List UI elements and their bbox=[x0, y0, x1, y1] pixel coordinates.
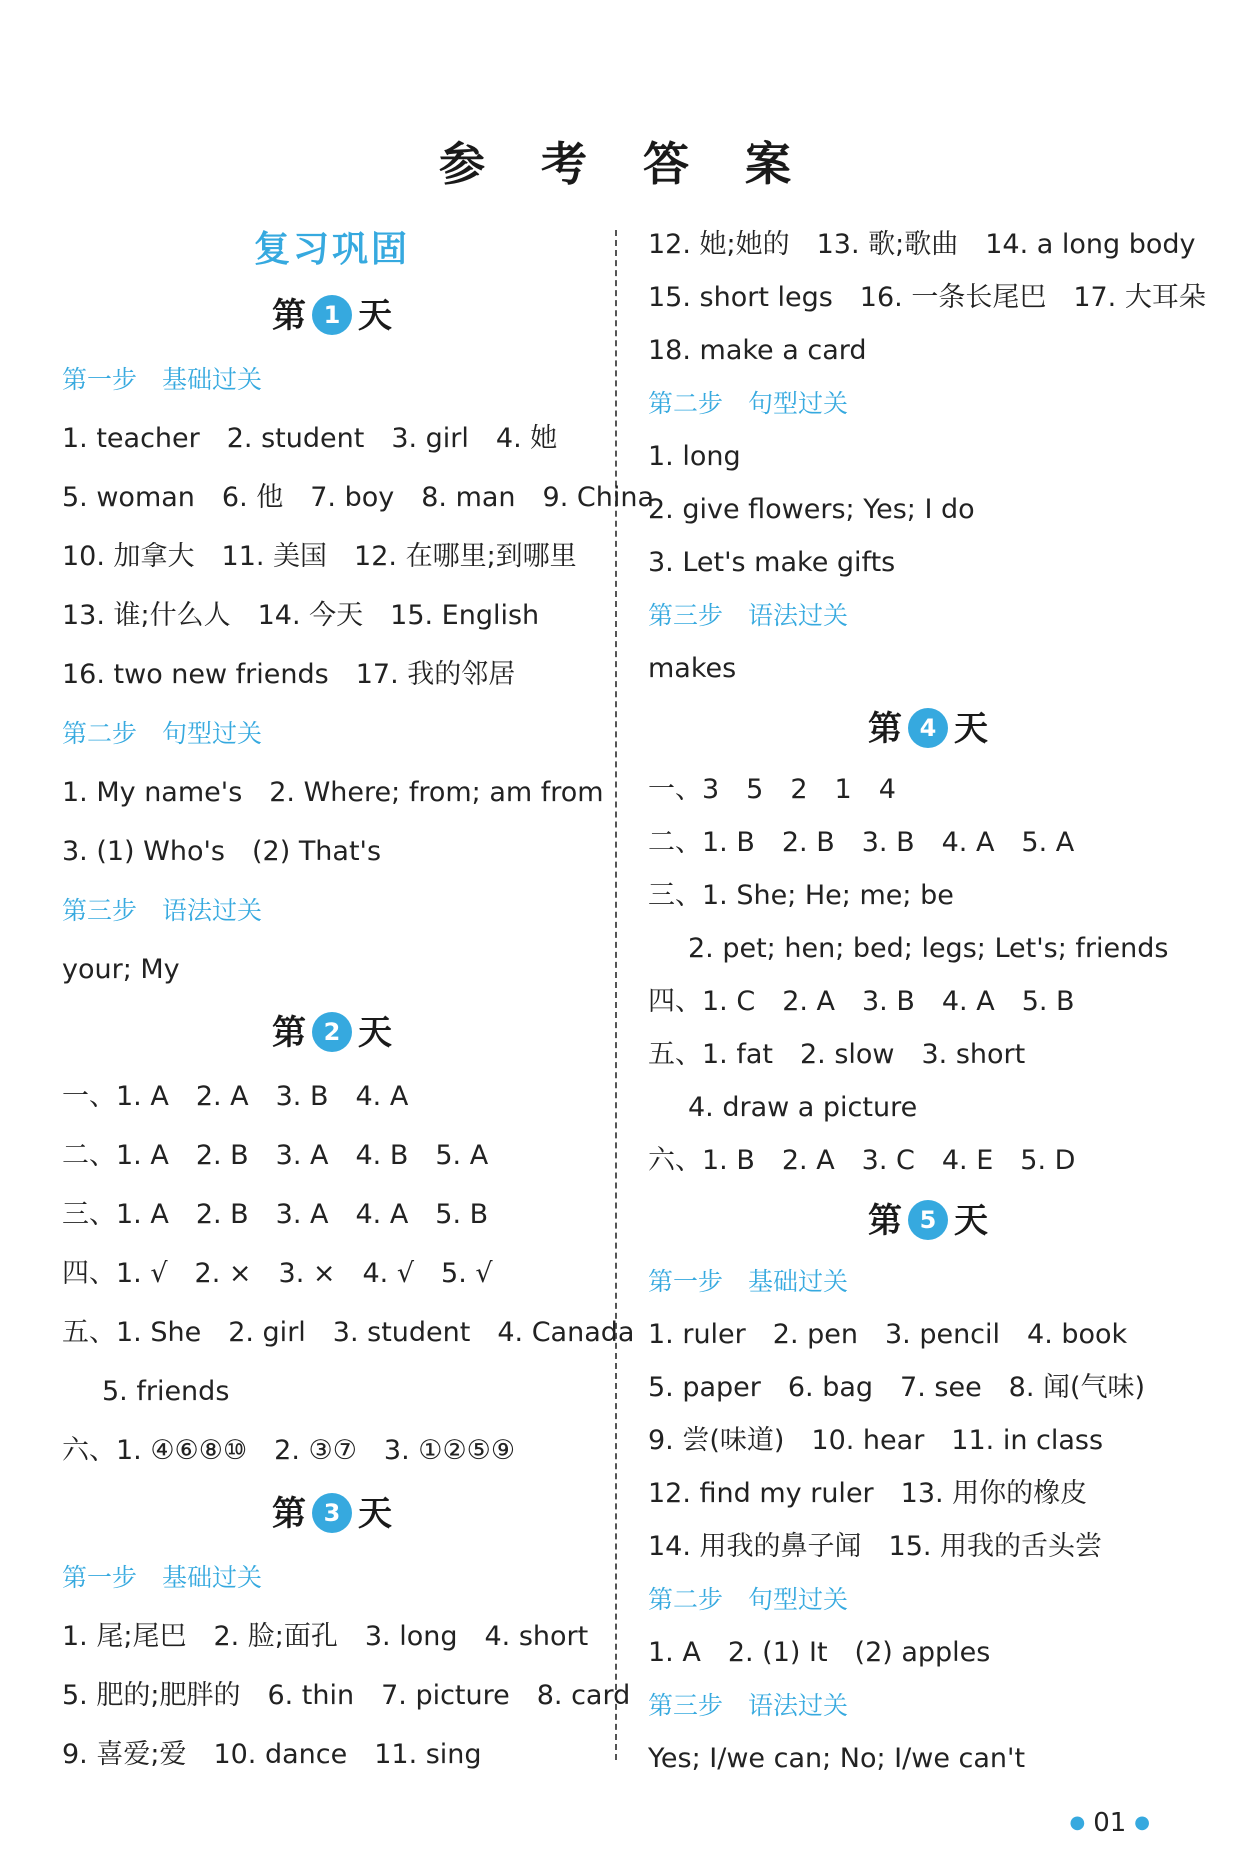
step-heading: 第二步 句型过关 bbox=[62, 719, 263, 748]
step-heading: 第二步 句型过关 bbox=[648, 389, 849, 418]
dot-icon: ● bbox=[1134, 1812, 1150, 1833]
step-heading: 第三步 语法过关 bbox=[648, 1691, 849, 1720]
day-prefix: 第 bbox=[272, 1013, 306, 1053]
step-heading: 第三步 语法过关 bbox=[62, 896, 263, 925]
answer-line: 1. A 2. (1) It (2) apples bbox=[648, 1637, 991, 1668]
answer-line: 12. find my ruler 13. 用你的橡皮 bbox=[648, 1478, 1088, 1509]
answer-line: 1. teacher 2. student 3. girl 4. 她 bbox=[62, 423, 558, 454]
page-number bbox=[1061, 1808, 1158, 1838]
answer-line: 5. 肥的;肥胖的 6. thin 7. picture 8. card bbox=[62, 1680, 631, 1711]
answer-line: makes bbox=[648, 653, 737, 684]
day-number-badge: 4 bbox=[908, 708, 948, 748]
answer-line: 三、1. She; He; me; be bbox=[648, 880, 954, 911]
answer-line: 9. 喜爱;爱 10. dance 11. sing bbox=[62, 1739, 482, 1770]
answer-line: 1. 尾;尾巴 2. 脸;面孔 3. long 4. short bbox=[62, 1621, 589, 1652]
answer-line: 2. pet; hen; bed; legs; Let's; friends bbox=[688, 933, 1169, 964]
day-number-badge: 2 bbox=[312, 1012, 352, 1052]
page-title: 参 考 答 案 bbox=[438, 137, 812, 191]
answer-line: 18. make a card bbox=[648, 335, 867, 366]
answer-line: 四、1. C 2. A 3. B 4. A 5. B bbox=[648, 986, 1075, 1017]
answer-line: 12. 她;她的 13. 歌;歌曲 14. a long body bbox=[648, 229, 1196, 260]
answer-line: 二、1. A 2. B 3. A 4. B 5. A bbox=[62, 1140, 489, 1171]
answer-line: 三、1. A 2. B 3. A 4. A 5. B bbox=[62, 1199, 489, 1230]
day-4-heading bbox=[648, 695, 1208, 763]
answer-line: 2. give flowers; Yes; I do bbox=[648, 494, 975, 525]
answer-line: 一、1. A 2. A 3. B 4. A bbox=[62, 1081, 409, 1112]
answer-line: 3. Let's make gifts bbox=[648, 547, 896, 578]
column-divider bbox=[615, 230, 617, 1760]
day-5-heading bbox=[648, 1187, 1208, 1255]
answer-line: 五、1. She 2. girl 3. student 4. Canada bbox=[62, 1317, 635, 1348]
day-prefix: 第 bbox=[272, 296, 306, 336]
answer-line: 六、1. ④⑥⑧⑩ 2. ③⑦ 3. ①②⑤⑨ bbox=[62, 1435, 516, 1466]
answer-line: 16. two new friends 17. 我的邻居 bbox=[62, 659, 516, 690]
step-heading: 第一步 基础过关 bbox=[648, 1267, 849, 1296]
day-suffix: 天 bbox=[954, 1201, 988, 1241]
answer-line: 1. ruler 2. pen 3. pencil 4. book bbox=[648, 1319, 1128, 1350]
day-prefix: 第 bbox=[868, 709, 902, 749]
answer-line: 1. My name's 2. Where; from; am from bbox=[62, 777, 604, 808]
day-number-badge: 1 bbox=[312, 295, 352, 335]
day-1-heading bbox=[62, 282, 602, 350]
day-suffix: 天 bbox=[358, 1494, 392, 1534]
day-suffix: 天 bbox=[358, 1013, 392, 1053]
answer-line: 五、1. fat 2. slow 3. short bbox=[648, 1039, 1026, 1070]
section-title: 复习巩固 bbox=[253, 229, 410, 270]
day-number-badge: 3 bbox=[312, 1493, 352, 1533]
answer-line: 5. woman 6. 他 7. boy 8. man 9. China bbox=[62, 482, 654, 513]
day-prefix: 第 bbox=[868, 1201, 902, 1241]
dot-icon: ● bbox=[1069, 1812, 1086, 1833]
step-heading: 第一步 基础过关 bbox=[62, 365, 263, 394]
day-suffix: 天 bbox=[358, 296, 392, 336]
answer-line: 14. 用我的鼻子闻 15. 用我的舌头尝 bbox=[648, 1531, 1103, 1562]
answer-line: 四、1. √ 2. × 3. × 4. √ 5. √ bbox=[62, 1258, 493, 1289]
answer-line: 5. paper 6. bag 7. see 8. 闻(气味) bbox=[648, 1372, 1146, 1403]
step-heading: 第三步 语法过关 bbox=[648, 601, 849, 630]
day-3-heading bbox=[62, 1480, 602, 1548]
answer-line: 9. 尝(味道) 10. hear 11. in class bbox=[648, 1425, 1104, 1456]
answer-line: 1. long bbox=[648, 441, 741, 472]
right-column bbox=[648, 218, 1208, 1785]
day-suffix: 天 bbox=[954, 709, 988, 749]
answer-line: 六、1. B 2. A 3. C 4. E 5. D bbox=[648, 1145, 1076, 1176]
answer-line: 13. 谁;什么人 14. 今天 15. English bbox=[62, 600, 540, 631]
left-column bbox=[62, 218, 654, 1784]
day-2-heading bbox=[62, 999, 602, 1067]
page-number-text: 01 bbox=[1093, 1808, 1127, 1838]
day-prefix: 第 bbox=[272, 1494, 306, 1534]
answer-line: 3. (1) Who's (2) That's bbox=[62, 836, 382, 867]
answer-line: 二、1. B 2. B 3. B 4. A 5. A bbox=[648, 827, 1075, 858]
step-heading: 第二步 句型过关 bbox=[648, 1585, 849, 1614]
day-number-badge: 5 bbox=[908, 1200, 948, 1240]
answer-line: Yes; I/we can; No; I/we can't bbox=[648, 1743, 1026, 1774]
answer-line: 一、3 5 2 1 4 bbox=[648, 774, 896, 805]
step-heading: 第一步 基础过关 bbox=[62, 1563, 263, 1592]
answer-line: 5. friends bbox=[102, 1376, 230, 1407]
answer-line: 15. short legs 16. 一条长尾巴 17. 大耳朵 bbox=[648, 282, 1206, 313]
answer-line: 10. 加拿大 11. 美国 12. 在哪里;到哪里 bbox=[62, 541, 577, 572]
answer-line: 4. draw a picture bbox=[688, 1092, 918, 1123]
answer-line: your; My bbox=[62, 954, 180, 985]
